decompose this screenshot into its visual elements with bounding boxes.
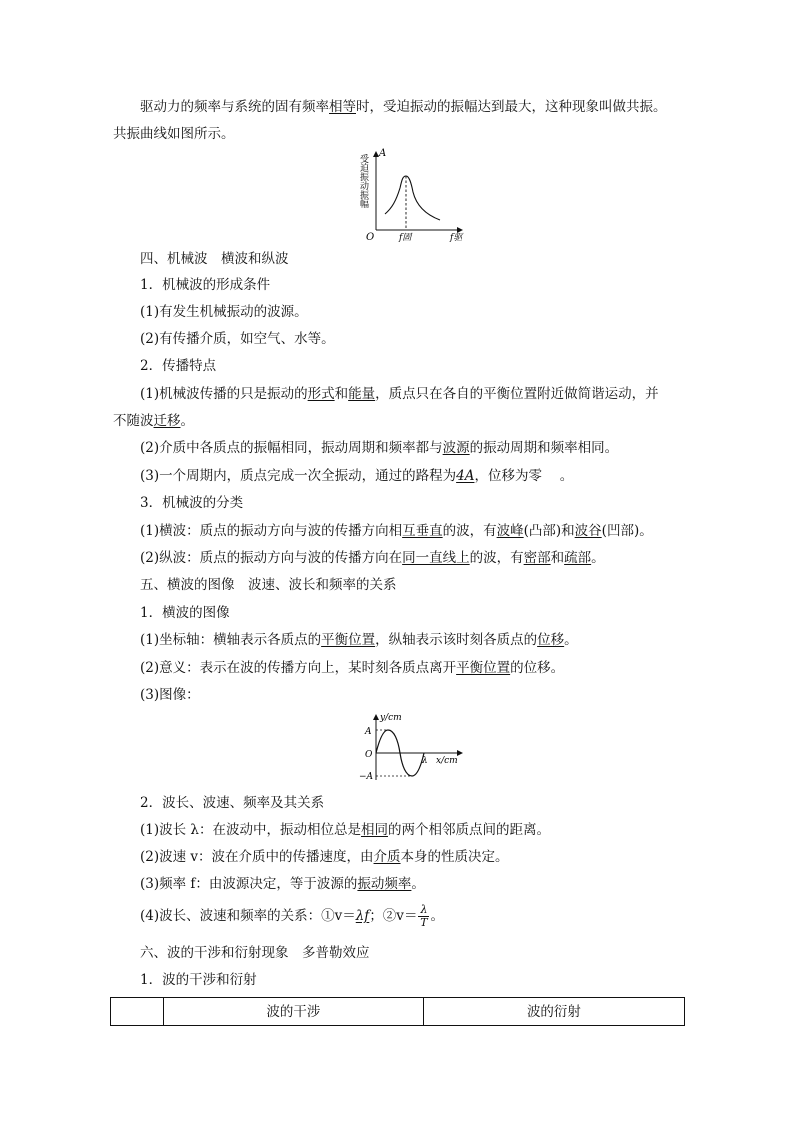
section-4-item-1: (1)有发生机械振动的波源。 (140, 304, 308, 320)
resonance-curve (385, 176, 440, 220)
section-4-para-4: (2)介质中各质点的振幅相同，振动周期和频率都与波源的振动周期和频率相同。 (140, 440, 619, 456)
section-4-sub-2: 2．传播特点 (140, 358, 217, 374)
resonance-note: 共振曲线如图所示。 (113, 126, 235, 142)
section-5-para-2: (2)意义：表示在波的传播方向上，某时刻各质点离开平衡位置的位移。 (140, 660, 565, 676)
section-5-heading: 五、横波的图像 波速、波长和频率的关系 (140, 577, 397, 593)
transverse-wave-figure (356, 710, 466, 784)
wave-x-label: x/cm (436, 756, 458, 766)
y-axis-label: 受迫振动振幅 (358, 154, 368, 208)
section-4-heading: 四、机械波 横波和纵波 (140, 251, 289, 267)
resonance-curve-figure (352, 146, 472, 242)
x-tick-label: f固 (399, 233, 412, 242)
section-4-para-3: (1)机械波传播的只是振动的形式和能量，质点只在各自的平衡位置附近做简谐运动，并 (140, 386, 659, 402)
wave-a-negative: −A (359, 772, 374, 782)
section-4-para-6: (1)横波：质点的振动方向与波的传播方向相互垂直的波，有波峰(凸部)和波谷(凹部)。 (140, 523, 653, 539)
y-axis-letter: A (379, 148, 387, 159)
section-5-para-1: (1)坐标轴：横轴表示各质点的平衡位置，纵轴表示该时刻各质点的位移。 (140, 632, 578, 648)
section-6-sub-1: 1．波的干涉和衍射 (140, 972, 257, 988)
table-header-diffraction: 波的衍射 (423, 998, 684, 1026)
wave-origin: O (365, 750, 373, 760)
origin-label: O (366, 232, 375, 242)
table-header-interference: 波的干涉 (163, 998, 423, 1026)
section-4-sub-3: 3．机械波的分类 (140, 495, 244, 511)
section-5-para-3: (3)图像： (140, 687, 200, 703)
wave-lambda: λ (422, 756, 428, 766)
section-4-para-7: (2)纵波：质点的振动方向与波的传播方向在同一直线上的波，有密部和疏部。 (140, 550, 605, 566)
section-4-sub-1: 1．机械波的形成条件 (140, 277, 271, 293)
section-4-para-3-cont: 不随波迁移。 (113, 413, 194, 429)
section-5-q1: (1)波长 λ：在波动中，振动相位总是相同的两个相邻质点间的距离。 (140, 822, 550, 838)
resonance-paragraph: 驱动力的频率与系统的固有频率相等时，受迫振动的振幅达到最大，这种现象叫做共振。 (140, 99, 667, 115)
table-header-empty (111, 998, 164, 1026)
wave-y-label: y/cm (380, 713, 402, 723)
x-axis-end-label: f驱 (450, 233, 463, 242)
section-4-item-2: (2)有传播介质，如空气、水等。 (140, 331, 335, 347)
section-5-q3: (3)频率 f：由波源决定，等于波源的振动频率。 (140, 876, 425, 892)
section-4-para-5: (3)一个周期内，质点完成一次全振动，通过的路程为4A，位移为零 。 (140, 468, 574, 484)
interference-diffraction-table (110, 997, 685, 1026)
wave-a-positive: A (365, 727, 372, 737)
section-5-sub-1: 1．横波的图像 (140, 605, 230, 621)
table-header-row (111, 998, 685, 1026)
section-5-sub-2: 2．波长、波速、频率及其关系 (140, 795, 325, 811)
section-6-heading: 六、波的干涉和衍射现象 多普勒效应 (140, 945, 370, 961)
section-5-q4: (4)波长、波速和频率的关系：①v＝λf；②v＝ $\frac{\lambda}{T}$ 。 (140, 903, 444, 929)
section-5-q2: (2)波速 v：波在介质中的传播速度，由介质本身的性质决定。 (140, 849, 509, 865)
lambda-over-t-fraction: $\frac{\lambda}{T}$ (420, 903, 428, 929)
